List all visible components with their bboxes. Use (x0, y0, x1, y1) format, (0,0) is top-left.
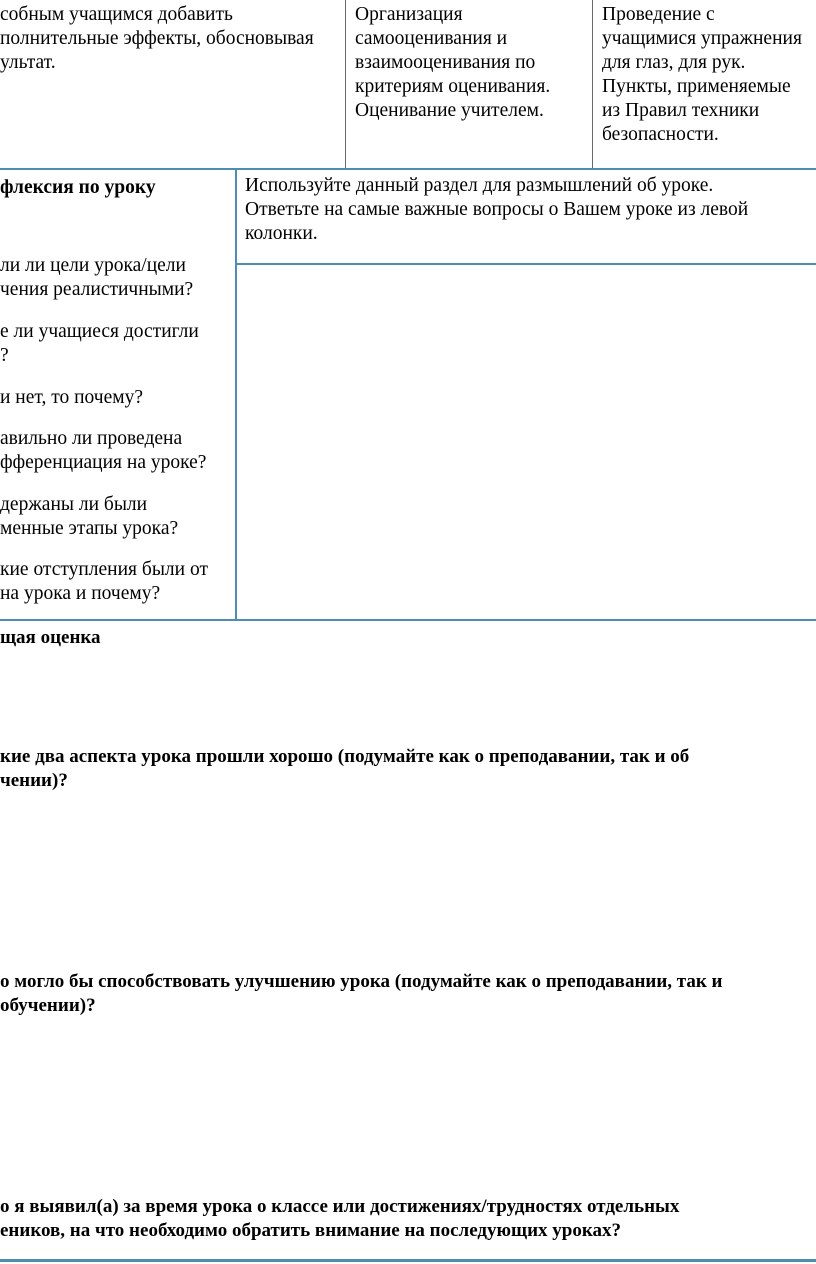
reflection-answer-area[interactable] (237, 266, 816, 618)
top-cell-differentiation (0, 3, 314, 75)
text-line: менные этапы урока? (0, 518, 179, 539)
text-line: Проведение с (602, 4, 715, 25)
reflection-question-3 (0, 386, 143, 410)
text-line: Пункты, применяемые (602, 76, 791, 97)
text-line: и нет, то почему? (0, 387, 143, 408)
text-line: Используйте данный раздел для размышлений об уроке. (245, 175, 714, 196)
text-line: держаны ли были (0, 494, 148, 515)
text-line: е ли учащиеся достигли (0, 321, 199, 342)
text-line: ? (0, 345, 9, 366)
reflection-question-2 (0, 320, 199, 368)
text-line: ультат. (0, 52, 56, 73)
summary-title: щая оценка (0, 627, 101, 648)
text-line: чении)? (0, 770, 68, 791)
text-line: критериям оценивания. (355, 76, 551, 97)
text-line: безопасности. (602, 124, 719, 145)
text-line: взаимооценивания по (355, 52, 536, 73)
text-line: Организация (355, 4, 463, 25)
text-line: кие два аспекта урока прошли хорошо (подумайте как о преподавании, так и об (0, 746, 690, 767)
reflection-question-1 (0, 254, 193, 302)
text-line: чения реалистичными? (0, 279, 194, 300)
reflection-question-5 (0, 493, 178, 541)
text-line: учащимися упражнения (602, 28, 802, 49)
text-line: обучении)? (0, 995, 96, 1016)
text-line: колонки. (245, 223, 318, 244)
reflection-table-bottom-border (0, 619, 816, 621)
text-line: на урока и почему? (0, 583, 161, 604)
text-line: Оценивание учителем. (355, 100, 544, 121)
reflection-table-top-border (0, 168, 816, 170)
summary-question-1 (0, 745, 689, 793)
text-line: о я выявил(а) за время урока о классе или достижениях/трудностях отдельных (0, 1196, 680, 1217)
summary-question-3 (0, 1195, 679, 1243)
reflection-question-4 (0, 427, 206, 475)
text-line: кие отступления были от (0, 559, 208, 580)
text-line: о могло бы способствовать улучшению урока (подумайте как о преподавании, так и (0, 971, 723, 992)
text-line: еников, на что необходимо обратить внимание на последующих уроках? (0, 1220, 621, 1241)
text-line: самооценивания и (355, 28, 508, 49)
text-line: ли ли цели урока/цели (0, 255, 186, 276)
summary-bottom-border (0, 1259, 816, 1262)
top-cell-health-safety (602, 3, 802, 147)
reflection-title: флексия по уроку (0, 177, 156, 198)
summary-question-2 (0, 970, 723, 1018)
text-line: для глаз, для рук. (602, 52, 746, 73)
text-line: Ответьте на самые важные вопросы о Вашем уроке из левой (245, 199, 749, 220)
top-table-divider-1 (345, 0, 346, 168)
reflection-instruction (245, 174, 748, 246)
text-line: фференциация на уроке? (0, 452, 207, 473)
reflection-instruction-bottom-border (236, 263, 816, 265)
text-line: из Правил техники (602, 100, 760, 121)
reflection-question-6 (0, 558, 208, 606)
top-cell-assessment (355, 3, 550, 123)
text-line: авильно ли проведена (0, 428, 183, 449)
text-line: полнительные эффекты, обосновывая (0, 28, 314, 49)
text-line: собным учащимся добавить (0, 4, 233, 25)
top-table-divider-2 (592, 0, 593, 168)
